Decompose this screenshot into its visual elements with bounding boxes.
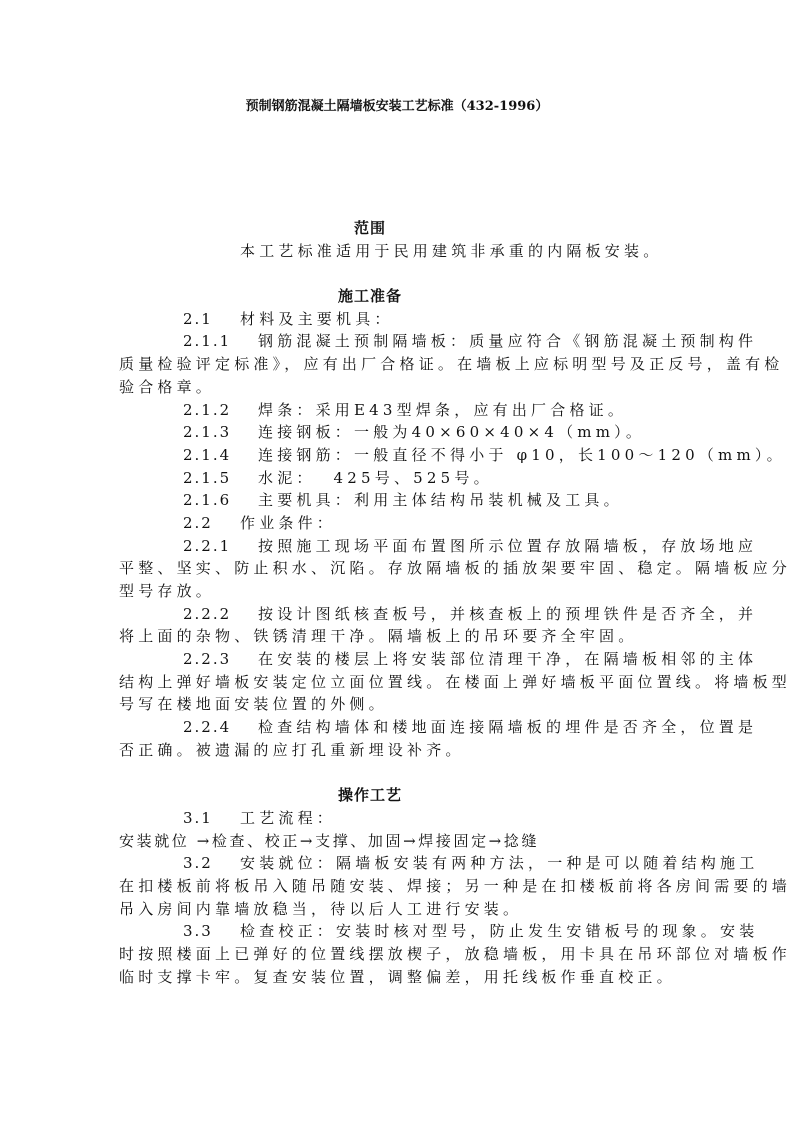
clause-text: 钢筋混凝土预制隔墙板：质量应符合《钢筋混凝土预制构件 xyxy=(258,332,758,351)
clause-number: 2.1.1 xyxy=(183,332,232,351)
clause-number: 2.2.3 xyxy=(183,650,232,669)
paragraph-2-1 xyxy=(119,308,621,331)
paragraph-2-1-6 xyxy=(119,489,621,512)
section-heading-scope: 范围 xyxy=(353,219,386,237)
clause-number: 2.1.2 xyxy=(183,400,232,419)
clause-text: 主要机具：利用主体结构吊装机械及工具。 xyxy=(258,491,623,510)
process-flow: 安装就位 →检查、校正→支撑、加固→焊接固定→捻缝 xyxy=(119,831,540,850)
clause-number: 2.1.3 xyxy=(183,423,232,442)
clause-text: 材料及主要机具： xyxy=(240,309,394,328)
paragraph-3-1 xyxy=(119,807,621,830)
clause-text: 检查校正：安装时核对型号，防止发生安错板号的现象。安装 xyxy=(240,922,759,941)
clause-number: 2.2.4 xyxy=(183,718,232,737)
clause-number: 2.2.2 xyxy=(183,604,232,623)
paragraph-2-2-2 xyxy=(119,603,758,648)
clause-text: 临时支撑卡牢。复查安装位置，调整偏差，用托线板作垂直校正。 xyxy=(119,967,676,986)
paragraph-2-1-1 xyxy=(119,330,784,398)
clause-text: 质量检验评定标准》，应有出厂合格证。在墙板上应标明型号及正反号，盖有检 xyxy=(119,355,784,374)
clause-number: 2.1 xyxy=(183,309,213,328)
clause-number: 3.3 xyxy=(183,922,213,941)
clause-text: 连接钢板：一般为40×60×40×4（mm）。 xyxy=(258,423,646,442)
clause-text: 在安装的楼层上将安装部位清理干净，在隔墙板相邻的主体 xyxy=(258,650,758,669)
paragraph-2-1-4 xyxy=(119,444,786,467)
clause-number: 2.2 xyxy=(183,513,213,532)
clause-text: 否正确。被遗漏的应打孔重新埋设补齐。 xyxy=(119,740,465,759)
clause-number: 2.1.5 xyxy=(183,468,232,487)
paragraph-2-1-5 xyxy=(119,467,621,490)
clause-text: 作业条件： xyxy=(240,513,337,532)
clause-text: 结构上弹好墙板安装定位立面位置线。在楼面上弹好墙板平面位置线。将墙板型 xyxy=(119,672,792,691)
paragraph-2-2-1 xyxy=(119,535,792,603)
clause-text: 按照施工现场平面布置图所示位置存放隔墙板，存放场地应 xyxy=(258,536,758,555)
clause-number: 2.1.6 xyxy=(183,491,232,510)
spacer xyxy=(119,762,621,785)
clause-text: 将上面的杂物、铁锈清理干净。隔墙板上的吊环要齐全牢固。 xyxy=(119,627,638,646)
document-title: 预制钢筋混凝土隔墙板安装工艺标准（432-1996） xyxy=(245,99,549,114)
clause-text: 平整、坚实、防止积水、沉陷。存放隔墙板的插放架要牢固、稳定。隔墙板应分 xyxy=(119,559,792,578)
document-body xyxy=(119,217,792,988)
clause-text: 焊条：采用E43型焊条，应有出厂合格证。 xyxy=(258,400,628,419)
paragraph-2-1-3 xyxy=(119,421,646,444)
clause-text: 工艺流程： xyxy=(240,808,337,827)
clause-text: 验合格章。 xyxy=(119,377,216,396)
clause-number: 3.2 xyxy=(183,854,213,873)
section-heading-operation: 操作工艺 xyxy=(337,786,402,805)
spacer xyxy=(119,262,621,285)
paragraph-2-2 xyxy=(119,512,621,535)
paragraph-3-2 xyxy=(119,852,792,920)
paragraph-2-1-2 xyxy=(119,399,628,422)
clause-text: 型号存放。 xyxy=(119,582,216,600)
paragraph-2-2-3 xyxy=(119,648,792,716)
clause-text: 在扣楼板前将板吊入随吊随安装、焊接；另一种是在扣楼板前将各房间需要的墙 xyxy=(119,876,792,895)
paragraph-2-2-4 xyxy=(119,716,758,761)
clause-text: 按设计图纸核查板号，并核查板上的预埋铁件是否齐全，并 xyxy=(258,604,758,623)
clause-text: 连接钢筋：一般直径不得小于 φ10，长100～120（mm）。 xyxy=(258,445,786,464)
clause-text: 水泥： 425号、525号。 xyxy=(258,468,493,487)
section-heading-preparation: 施工准备 xyxy=(337,287,402,306)
clause-text: 检查结构墙体和楼地面连接隔墙板的埋件是否齐全，位置是 xyxy=(258,718,758,737)
clause-text: 吊入房间内靠墙放稳当，待以后人工进行安装。 xyxy=(119,899,523,918)
clause-number: 2.2.1 xyxy=(183,536,232,555)
clause-text: 号写在楼地面安装位置的外侧。 xyxy=(119,695,388,714)
paragraph-3-3 xyxy=(119,920,792,988)
scope-text: 本工艺标准适用于民用建筑非承重的内隔板安装。 xyxy=(240,241,663,260)
clause-number: 3.1 xyxy=(183,808,213,827)
clause-text: 安装就位：隔墙板安装有两种方法，一种是可以随着结构施工 xyxy=(240,854,759,873)
clause-number: 2.1.4 xyxy=(183,445,232,464)
clause-text: 时按照楼面上已弹好的位置线摆放楔子，放稳墙板，用卡具在吊环部位对墙板作 xyxy=(119,945,792,963)
